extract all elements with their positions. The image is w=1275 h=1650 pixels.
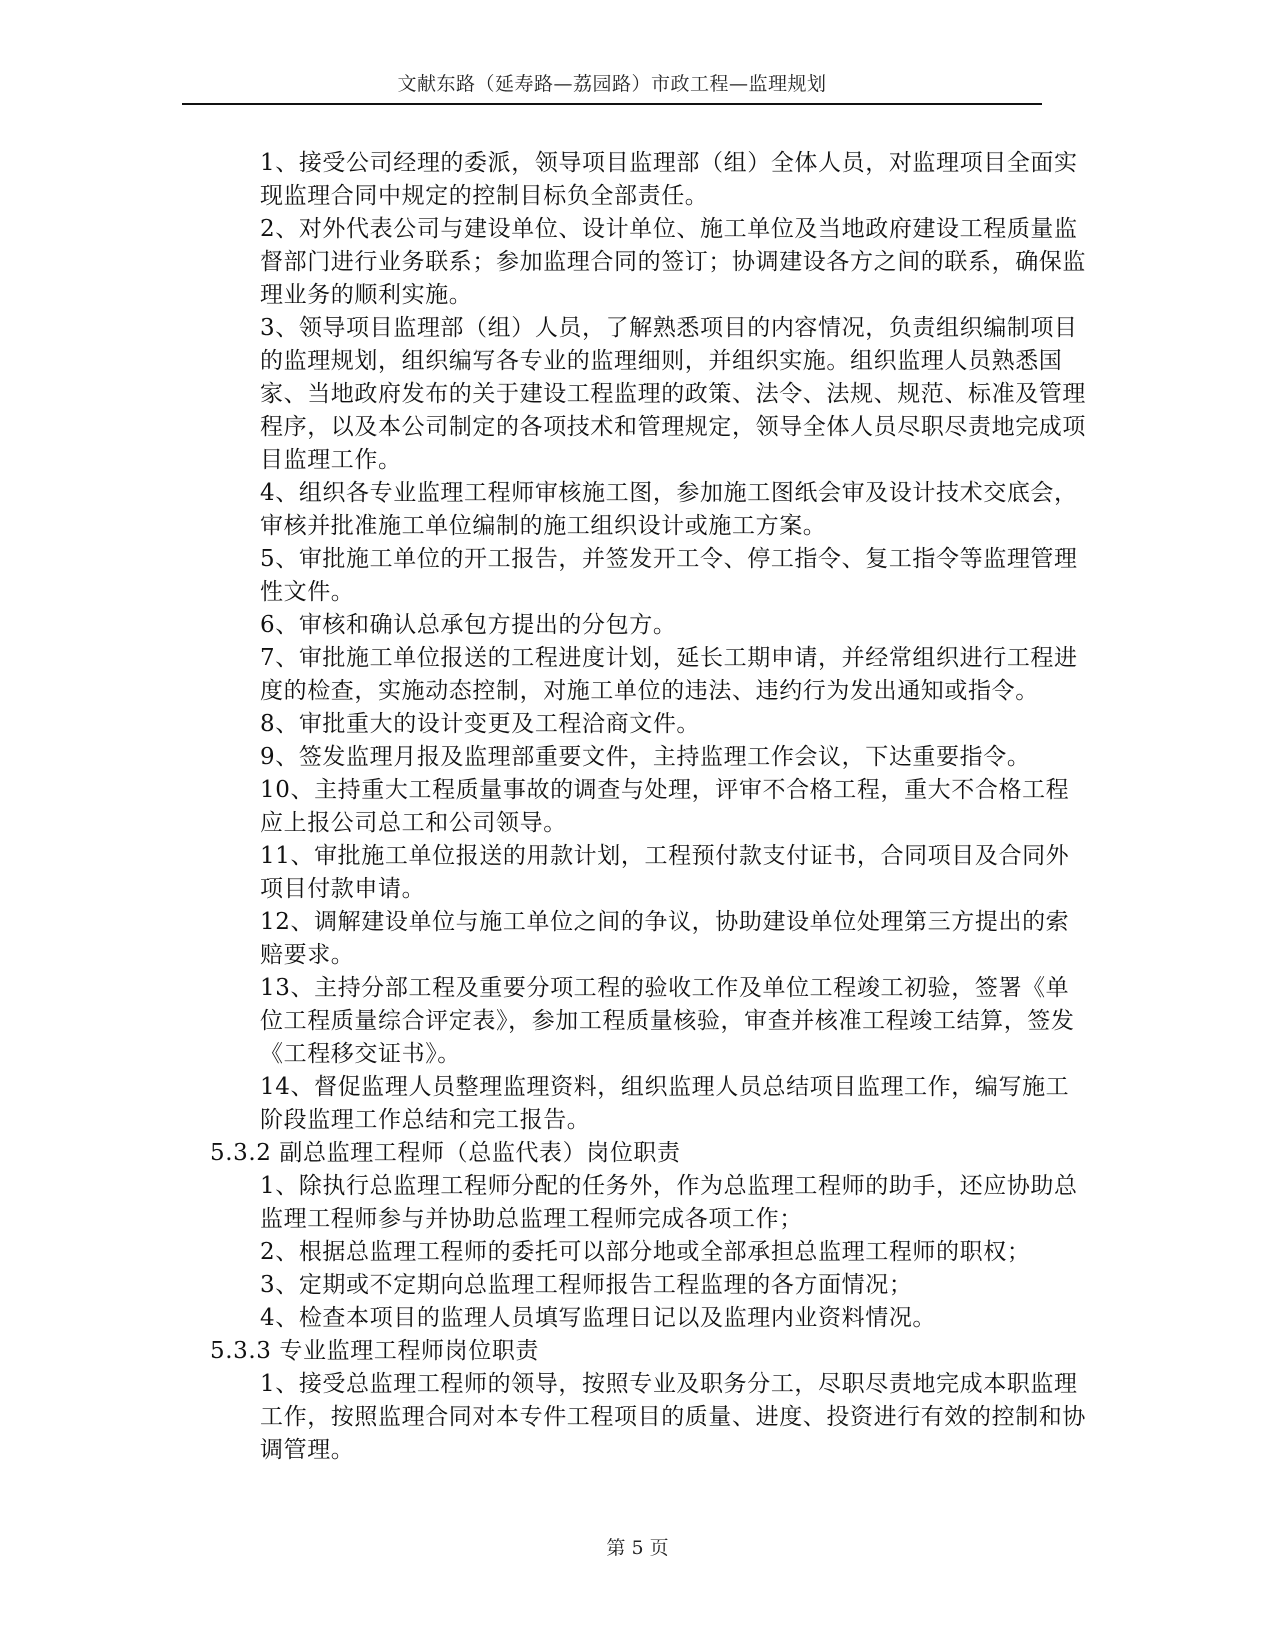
- list-item: 1、接受公司经理的委派，领导项目监理部（组）全体人员，对监理项目全面实 现监理合同中规定的控制目标负全部责任。: [260, 150, 1078, 209]
- list-item: 5、审批施工单位的开工报告，并签发开工令、停工指令、复工指令等监理管理性文件。: [260, 546, 1078, 605]
- list-item: 9、签发监理月报及监理部重要文件，主持监理工作会议，下达重要指令。: [260, 744, 1031, 770]
- list-item: 2、根据总监理工程师的委托可以部分地或全部承担总监理工程师的职权；: [260, 1239, 1031, 1265]
- section-specialist-duties: [210, 1335, 1090, 1467]
- page-header: 文献东路（延寿路—荔园路）市政工程—监理规划: [397, 73, 827, 95]
- page-number: 第 5 页: [606, 1537, 669, 1559]
- document-body: [210, 147, 1090, 1467]
- list-item: 10、主持重大工程质量事故的调查与处理，评审不合格工程，重大不合格工程应上报公司总工和公司领导。: [260, 777, 1070, 836]
- section-heading: 5.3.2 副总监理工程师（总监代表）岗位职责: [210, 1140, 681, 1166]
- list-item: 2、对外代表公司与建设单位、设计单位、施工单位及当地政府建设工程质量监督部门进行业务联系；参加监理合同的签订；协调建设各方之间的联系，确保监理业务的顺利实施。: [260, 216, 1086, 308]
- section-chief-duties: [210, 147, 1090, 1137]
- list-item: 13、主持分部工程及重要分项工程的验收工作及单位工程竣工初验，签署《单位工程质量综合评定表》，参加工程质量核验，审查并核准工程竣工结算，签发《工程移交证书》。: [260, 975, 1075, 1067]
- list-item: 12、调解建设单位与施工单位之间的争议，协助建设单位处理第三方提出的索赔要求。: [260, 909, 1070, 968]
- list-item: 4、检查本项目的监理人员填写监理日记以及监理内业资料情况。: [260, 1305, 937, 1331]
- header-divider: [182, 103, 1042, 105]
- list-item: 11、审批施工单位报送的用款计划，工程预付款支付证书，合同项目及合同外项目付款申请。: [260, 843, 1070, 902]
- list-item: 6、审核和确认总承包方提出的分包方。: [260, 612, 677, 638]
- list-item: 4、组织各专业监理工程师审核施工图，参加施工图纸会审及设计技术交底会，审核并批准施工单位编制的施工组织设计或施工方案。: [260, 480, 1078, 539]
- list-item: 8、审批重大的设计变更及工程洽商文件。: [260, 711, 701, 737]
- section-deputy-duties: [210, 1137, 1090, 1335]
- list-item: 1、接受总监理工程师的领导，按照专业及职务分工，尽职尽责地完成本职监理工作，按照监理合同对本专件工程项目的质量、进度、投资进行有效的控制和协调管理。: [260, 1371, 1086, 1463]
- list-item: 14、督促监理人员整理监理资料，组织监理人员总结项目监理工作，编写施工阶段监理工作总结和完工报告。: [260, 1074, 1070, 1133]
- list-item: 7、审批施工单位报送的工程进度计划，延长工期申请，并经常组织进行工程进度的检查，实施动态控制，对施工单位的违法、违约行为发出通知或指令。: [260, 645, 1078, 704]
- section-heading: 5.3.3 专业监理工程师岗位职责: [210, 1338, 540, 1364]
- list-item: 3、定期或不定期向总监理工程师报告工程监理的各方面情况；: [260, 1272, 913, 1298]
- list-item: 1、除执行总监理工程师分配的任务外，作为总监理工程师的助手，还应协助总监理工程师参与并协助总监理工程师完成各项工作；: [260, 1173, 1078, 1232]
- list-item: 3、领导项目监理部（组）人员，了解熟悉项目的内容情况，负责组织编制项目的监理规划，组织编写各专业的监理细则，并组织实施。组织监理人员熟悉国家、当地政府发布的关于建设工程监理的政策、法令、法规、规范、标准及管理程序，以及本公司制定的各项技术和管理规定，领导全体人员尽职尽责地完成项目监理工作。: [260, 315, 1086, 473]
